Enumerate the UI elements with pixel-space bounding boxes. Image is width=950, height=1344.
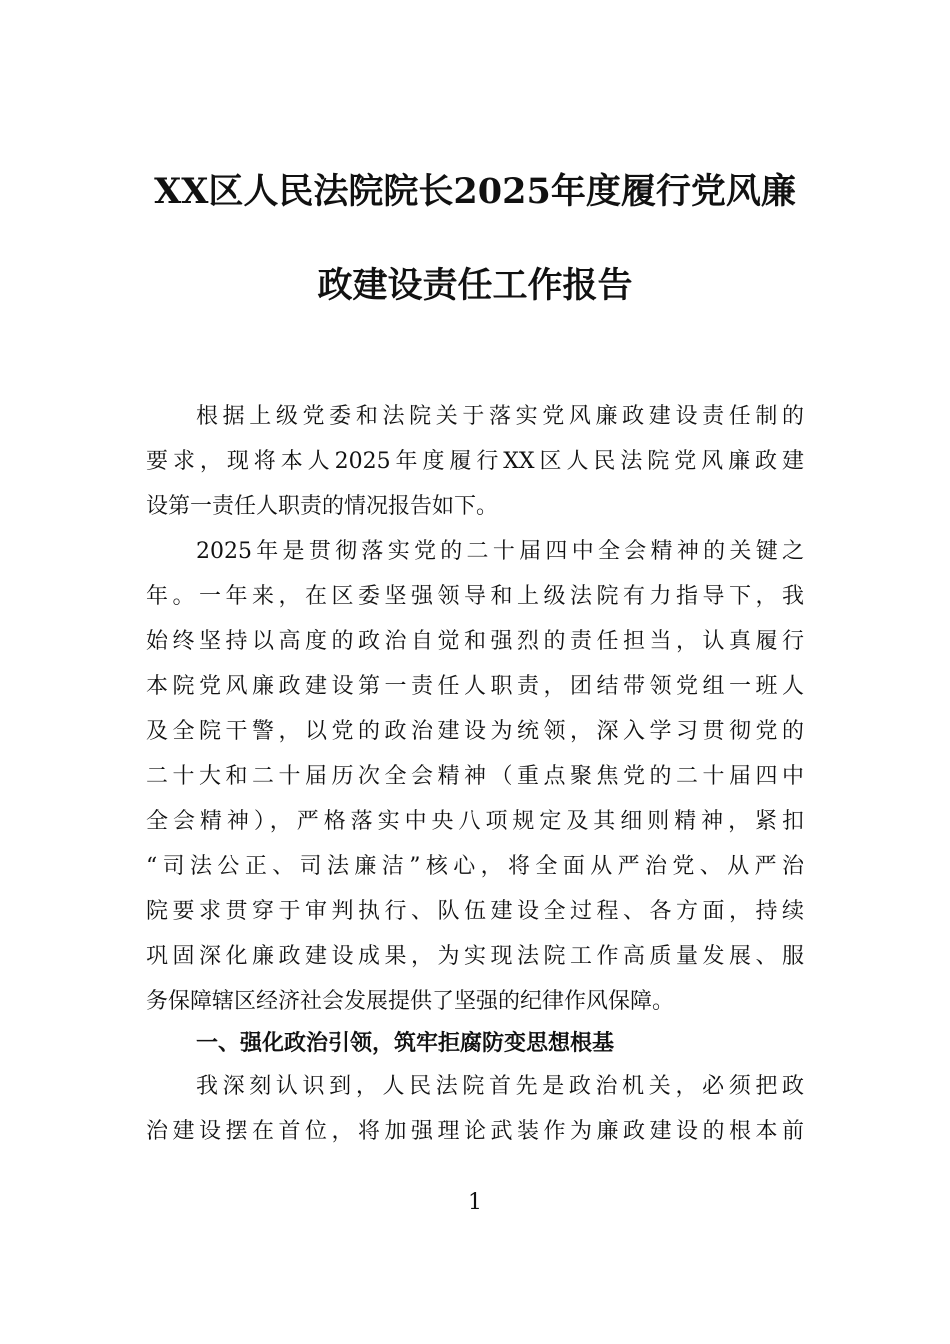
paragraph-2-line-9: 院要求贯穿于审判执行、队伍建设全过程、各方面，持续 (146, 899, 804, 924)
paragraph-2-line-8: “司法公正、司法廉洁”核心，将全面从严治党、从严治 (146, 854, 804, 879)
page-number: 1 (468, 1190, 482, 1215)
paragraph-2-line-5: 及全院干警，以党的政治建设为统领，深入学习贯彻党的 (146, 719, 804, 744)
paragraph-1-line-1: 根据上级党委和法院关于落实党风廉政建设责任制的 (196, 404, 804, 429)
document-title-line-1: XX区人民法院院长2025年度履行党风廉 (154, 171, 796, 212)
paragraph-2-line-3: 始终坚持以高度的政治自觉和强烈的责任担当，认真履行 (146, 629, 804, 654)
paragraph-2-line-2: 年。一年来，在区委坚强领导和上级法院有力指导下，我 (146, 584, 804, 609)
paragraph-2-line-11: 务保障辖区经济社会发展提供了坚强的纪律作风保障。 (146, 989, 675, 1014)
paragraph-2-line-1: 2025年是贯彻落实党的二十届四中全会精神的关键之 (196, 539, 804, 564)
paragraph-2-line-10: 巩固深化廉政建设成果，为实现法院工作高质量发展、服 (146, 944, 804, 969)
paragraph-2-line-4: 本院党风廉政建设第一责任人职责，团结带领党组一班人 (146, 674, 804, 699)
paragraph-3-line-2: 治建设摆在首位，将加强理论武装作为廉政建设的根本前 (146, 1119, 804, 1144)
document-title-line-2: 政建设责任工作报告 (317, 265, 633, 306)
paragraph-1-line-3: 设第一责任人职责的情况报告如下。 (146, 494, 499, 519)
paragraph-2-line-7: 全会精神），严格落实中央八项规定及其细则精神，紧扣 (146, 809, 804, 834)
section-heading-1: 一、强化政治引领，筑牢拒腐防变思想根基 (196, 1031, 615, 1056)
paragraph-1-line-2: 要求，现将本人2025年度履行XX区人民法院党风廉政建 (146, 449, 804, 474)
paragraph-3-line-1: 我深刻认识到，人民法院首先是政治机关，必须把政 (196, 1074, 804, 1099)
paragraph-2-line-6: 二十大和二十届历次全会精神（重点聚焦党的二十届四中 (146, 764, 804, 789)
